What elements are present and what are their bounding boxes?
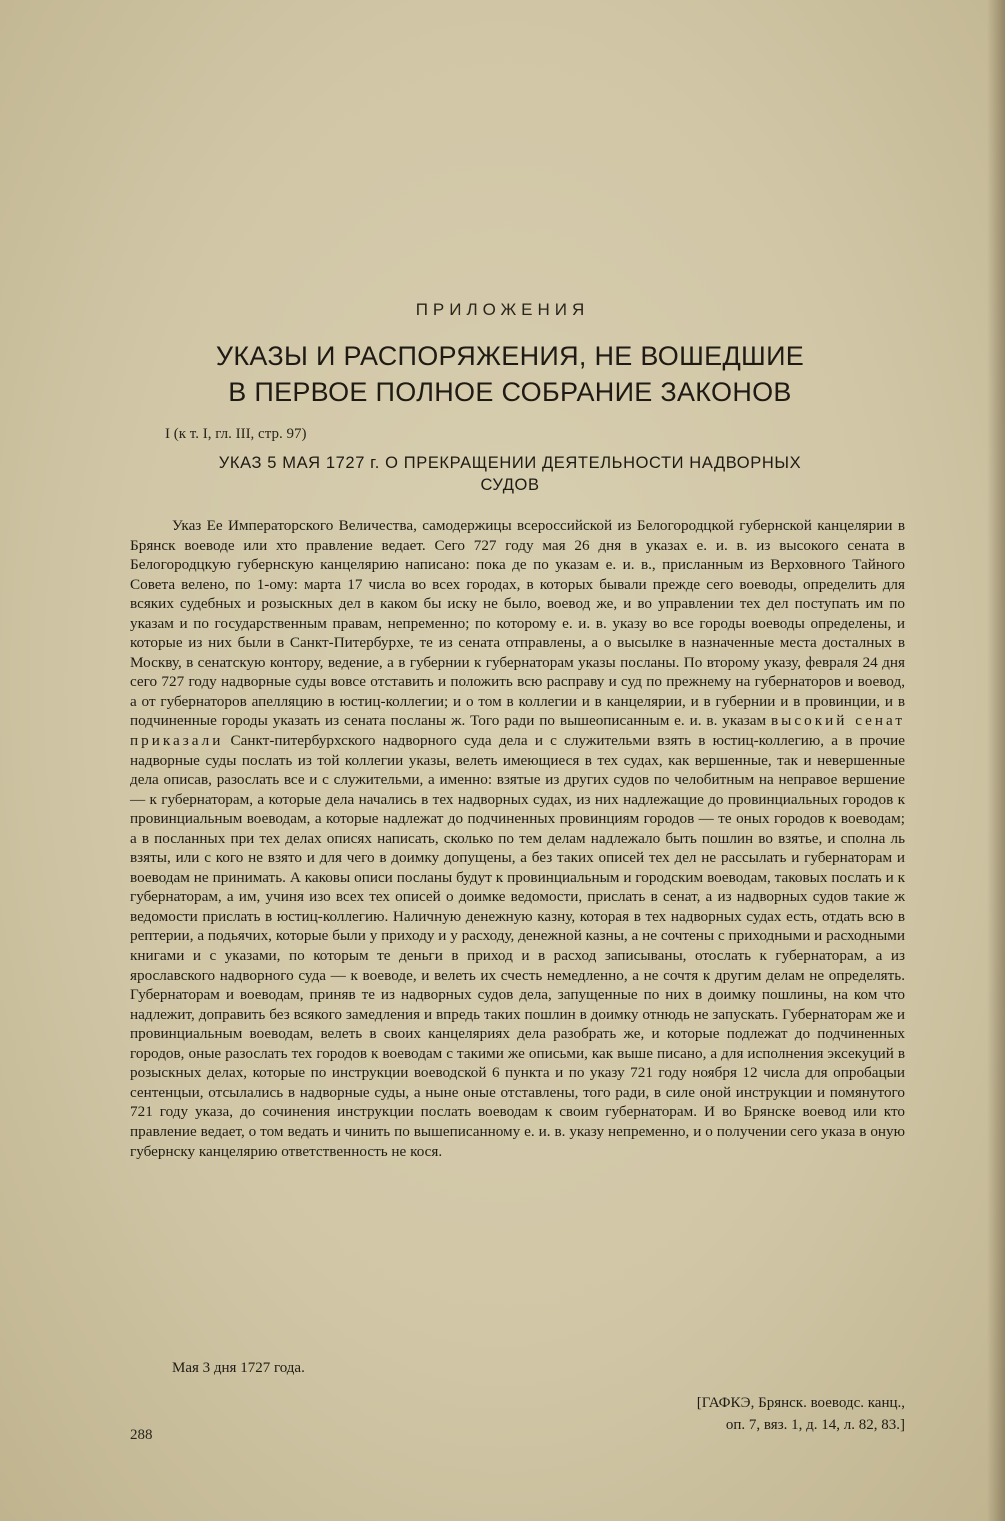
decree-title-line-2: СУДОВ <box>480 476 540 494</box>
decree-title-line-1: УКАЗ 5 МАЯ 1727 г. О ПРЕКРАЩЕНИИ ДЕЯТЕЛЬНОСТИ НАДВОРНЫХ <box>218 454 802 472</box>
section-label: ПРИЛОЖЕНИЯ <box>415 300 590 319</box>
archive-reference <box>500 1392 905 1436</box>
body-text-spaced-emphasis: высокий сенат приказали <box>130 712 906 750</box>
body-text-part-1: Указ Ее Императорского Величества, самодержицы всероссийской из Белогородцкой губернской канцелярии в Брянск воеводе или хто правление ведает. Сего 727 году мая 26 дня в указах е. и. в. из высокого сената в Белогородцкую губернскую канцелярию написано: пока де по указам е. и. в., присланным из Верховного Тайного Совета велено, по 1-ому: марта 17 числа во всех городах, в которых бывали прежде сего воеводы, определить для всяких судебных и розыскных дел в каком бы иску не было, воевод же, и во управлении тех дел поступать им по указам и по государственным правам, непременно; по которому е. и. в. указу во все городы воеводы определены, и которые из них были в Санкт-Питербурхе, те из сената отправлены, а о высылке в назначенные места досталных в Москву, в сенатскую контору, ведение, а в губернии к губернаторам указы посланы. По второму указу, февраля 24 дня сего 727 году надворные суды вовсе отставить и положить всю расправу и суд по прежнему на губернаторов и воевод, а от губернаторов апелляцию в юстиц-коллегии; и о том в коллегии и в канцелярии, и в губернии и в провинции, и в подчиненные городы указать из сената посланы ж. Того ради по вышеописанным е. и. в. указам <box>130 517 905 730</box>
decree-title <box>140 452 880 496</box>
page-edge-shadow <box>987 0 1005 1521</box>
main-title-line-2: В ПЕРВОЕ ПОЛНОЕ СОБРАНИЕ ЗАКОНОВ <box>228 377 792 407</box>
archive-reference-line-1: [ГАФКЭ, Брянск. воеводс. канц., <box>696 1395 905 1411</box>
body-text-part-2: Санкт-питербурхского надворного суда дела и с служительми взять в юстиц-коллегию, а в прочие надворные суды послать из той коллегии указы, велеть имеющиеся в тех судах, как вершенные, так и невершенные дела описав, разослать все и с служительми, а именно: взятые из других судов по челобитным на неправое вершение — к губернаторам, а которые дела начались в тех надворных судах, из них надлежащие до провинциальных городов к провинциальным воеводам, а которые надлежат до подчиненных провинциям городов — те оных городов к воеводам; а в посланных при тех делах описях написать, сколько по тем делам надлежало быть пошлин во взятье, и сполна ль взяты, или с кого не взято и для чего в доимку допущены, а без таких описей тех дел не рассылать и губернаторам и воеводам не принимать. А каковы описи посланы будут к провинциальным и городским воеводам, таковых послать и к губернаторам, а им, учиня изо всех тех описей о доимке ведомости, прислать в сенат, а из надворных судов такие ж ведомости прислать в юстиц-коллегию. Наличную денежную казну, которая в тех надворных судах есть, отдать всю в рептерии, а подьячих, которые были у приходу и у расходу, денежной казны, а не сочтены с приходными и расходными книгами и с указами, по которым те деньги в приход и в расход записываны, отослать к губернаторам, а из ярославского надворного суда — к воеводе, и велеть их счесть немедленно, а не сочтя к другим делам не определять. Губернаторам и воеводам, приняв те из надворных судов дела, запущенные по них в доимку пошлины, на ком что надлежит, доправить без всякого замедления и впредь таких пошлин в доимку отнюдь не запускать. Губернаторам же и провинциальным воеводам, велеть в своих канцеляриях дела разобрать же, и которые подлежат до подчиненных городов, оные разослать тех городов к воеводам с такими же описьми, как выше писано, а для исполнения эксекуций в розыскных делах, которые по инструкции воеводской 6 пункта и по указу 721 году ноября 12 числа для опробацыи сентенцыи, отсылались в надворные суды, а ныне оные отставлены, того ради, в силе оной инструкции и помянутого 721 году указа, до сочинения инструкции послать воеводам к своим губернаторам. И во Брянске воевод или кто правление ведает, о том ведать и чинить по вышеписанному е. и. в. указу непременно, и о получении сего указа в оную губернску канцелярию ответственность не кося. <box>130 732 906 1160</box>
decree-body-text <box>130 516 905 1161</box>
archive-reference-line-2: оп. 7, вяз. 1, д. 14, л. 82, 83.] <box>725 1417 905 1433</box>
main-title <box>140 338 880 410</box>
page-number: 288 <box>130 1427 153 1443</box>
decree-date: Мая 3 дня 1727 года. <box>172 1360 305 1376</box>
main-title-line-1: УКАЗЫ И РАСПОРЯЖЕНИЯ, НЕ ВОШЕДШИЕ <box>215 341 805 371</box>
volume-reference: I (к т. I, гл. III, стр. 97) <box>165 426 307 442</box>
